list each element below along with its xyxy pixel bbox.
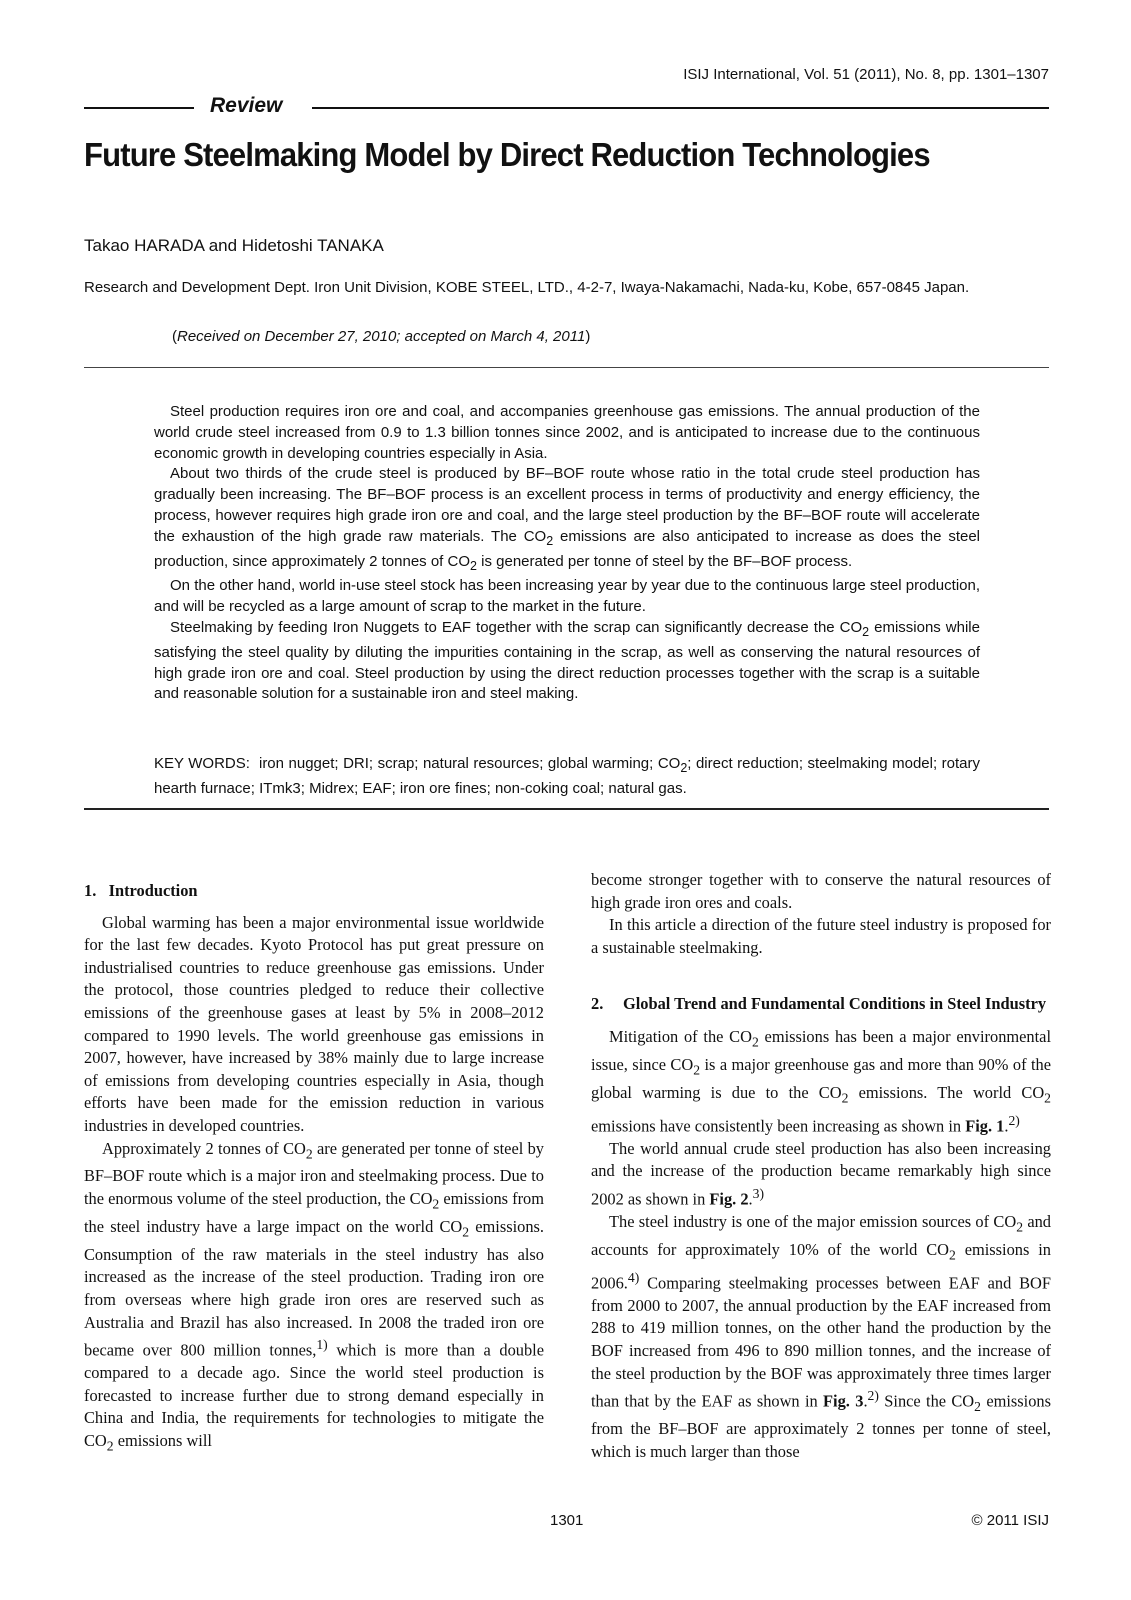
copyright: © 2011 ISIJ xyxy=(971,1512,1049,1529)
figure-ref[interactable]: Fig. 1 xyxy=(965,1116,1005,1136)
rule-right xyxy=(312,107,1049,109)
abstract-paragraph: Steelmaking by feeding Iron Nuggets to EAF together with the scrap can significantly decrease the $CO_2$ emissions while satisfying the steel quality by diluting the impurities containing in the scrap, as well as conserving the natural resources of high grade iron ore and coal. Steel production by using the direct reduction processes together with the scrap is a suitable and reasonable solution for a sustainable iron and steel making. xyxy=(154,618,980,703)
body-paragraph: Global warming has been a major environmental issue worldwide for the last few decades. Kyoto Protocol has put great pressure on industrialised countries to reduce greenhouse gas emissions. Under the protocol, those countries pledged to reduce their collective emissions of the greenhouse gases at least by 5% in 2008–2012 compared to 1990 levels. The world greenhouse gas emissions in 2007, however, have increased by 38% mainly due to large increase of emissions from developing countries especially in Asia, though efforts have been made for the emission reduction in various industries in developed countries. xyxy=(84,912,544,1135)
divider-top xyxy=(84,367,1049,368)
figure-ref[interactable]: Fig. 2 xyxy=(709,1189,749,1209)
abstract-paragraph: Steel production requires iron ore and coal, and accompanies greenhouse gas emissions. The annual production of the world crude steel increased from 0.9 to 1.3 billion tonnes since 2002, and is anticipated to increase due to the continuous economic growth in developing countries especially in Asia. xyxy=(154,403,980,462)
abstract-paragraph: About two thirds of the crude steel is produced by BF–BOF route whose ratio in the total crude steel production has gradually been increasing. The BF–BOF process is an excellent process in terms of productivity and energy efficiency, the process, however requires high grade iron ore and coal, and the large steel production by the BF–BOF route will accelerate the exhaustion of the high grade raw materials. The $CO_2$ emissions are also anticipated to increase as does the steel production, since approximately 2 tonnes of $CO_2$ is generated per tonne of steel by the BF–BOF process. xyxy=(154,465,981,573)
section-heading-introduction: 1. Introduction xyxy=(84,881,198,900)
column-left xyxy=(84,880,544,1458)
affiliation: Research and Development Dept. Iron Unit Division, KOBE STEEL, LTD., 4-2-7, Iwaya-Nakamachi, Nada-ku, Kobe, 657-0845 Japan. xyxy=(84,279,970,296)
received-text: Received on December 27, 2010; accepted on March 4, 2011 xyxy=(177,328,586,345)
abstract-paragraph: On the other hand, world in-use steel stock has been increasing year by year due to the continuous large steel production, and will be recycled as a large amount of scrap to the market in the future. xyxy=(154,577,980,616)
keywords-label: KEY WORDS: xyxy=(154,755,250,772)
journal-citation: ISIJ International, Vol. 51 (2011), No. 8, pp. 1301–1307 xyxy=(683,66,1049,83)
body-paragraph: Approximately 2 tonnes of $CO_2$ are generated per tonne of steel by BF–BOF route which is a major iron and steelmaking process. Due to the enormous volume of the steel production, the $CO_2$ emissions from the steel industry have a large impact on the world $CO_2$ emissions. Consumption of the raw materials in the steel industry has also increased as the increase of the steel production. Trading iron ore from overseas where high grade iron ores are reserved such as Australia and Brazil has also increased. In 2008 the traded iron ore became over 800 million tonnes,$^{1)}$ which is more than a double compared to a decade ago. Since the world steel production is forecasted to increase further due to strong demand especially in China and India, the requirements for technologies to mitigate the $CO_2$ emissions will xyxy=(84,1138,544,1454)
keywords: KEY WORDS: iron nugget; DRI; scrap; natural resources; global warming; $CO_2$; direct reduction; steelmaking model; rotary hearth furnace; ITmk3; Midrex; EAF; iron ore fines; non-coking coal; natural gas. xyxy=(154,755,981,797)
abstract xyxy=(154,402,980,705)
body-paragraph: The steel industry is one of the major emission sources of $CO_2$ and accounts for approximately 10% of the world $CO_2$ emissions in 2006.$^{4)}$ Comparing steelmaking processes between EAF and BOF from 2000 to 2007, the annual production by the EAF increased from 288 to 419 million tonnes, on the other hand the production by the BOF increased from 496 to 890 million tonnes, and the increase of the steel production by the BOF was approximately three times larger than that by the EAF as shown in Fig. 3.$^{2)}$ Since the $CO_2$ emissions from the BF–BOF are approximately 2 tonnes per tonne of steel, which is much larger than those xyxy=(591,1211,1052,1462)
rule-left xyxy=(84,107,194,109)
body-paragraph: become stronger together with to conserve the natural resources of high grade iron ores and coals. xyxy=(591,870,1051,912)
figure-ref[interactable]: Fig. 3 xyxy=(823,1391,864,1411)
body-paragraph: Mitigation of the $CO_2$ emissions has been a major environmental issue, since $CO_2$ is a major greenhouse gas and more than 90% of the global warming is due to the $CO_2$ emissions. The world $CO_2$ emissions have consistently been increasing as shown in Fig. 1.$^{2)}$ xyxy=(591,1026,1051,1136)
category-row xyxy=(84,94,1049,118)
page-number: 1301 xyxy=(550,1512,584,1529)
body-paragraph: The world annual crude steel production has also been increasing and the increase of the production became remarkably high since 2002 as shown in Fig. 2.$^{3)}$ xyxy=(591,1138,1051,1209)
authors: Takao HARADA and Hidetoshi TANAKA xyxy=(84,236,384,255)
received-dates: (Received on December 27, 2010; accepted on March 4, 2011) xyxy=(172,328,591,345)
body-paragraph: In this article a direction of the future steel industry is proposed for a sustainable steelmaking. xyxy=(591,915,1051,957)
category-label: Review xyxy=(210,94,283,117)
divider-bottom xyxy=(84,808,1049,810)
paper-title: Future Steelmaking Model by Direct Reduction Technologies xyxy=(84,136,930,173)
section-heading-global-trend: 2. Global Trend and Fundamental Conditions in Steel Industry xyxy=(591,994,1047,1014)
column-right xyxy=(591,869,1051,1464)
